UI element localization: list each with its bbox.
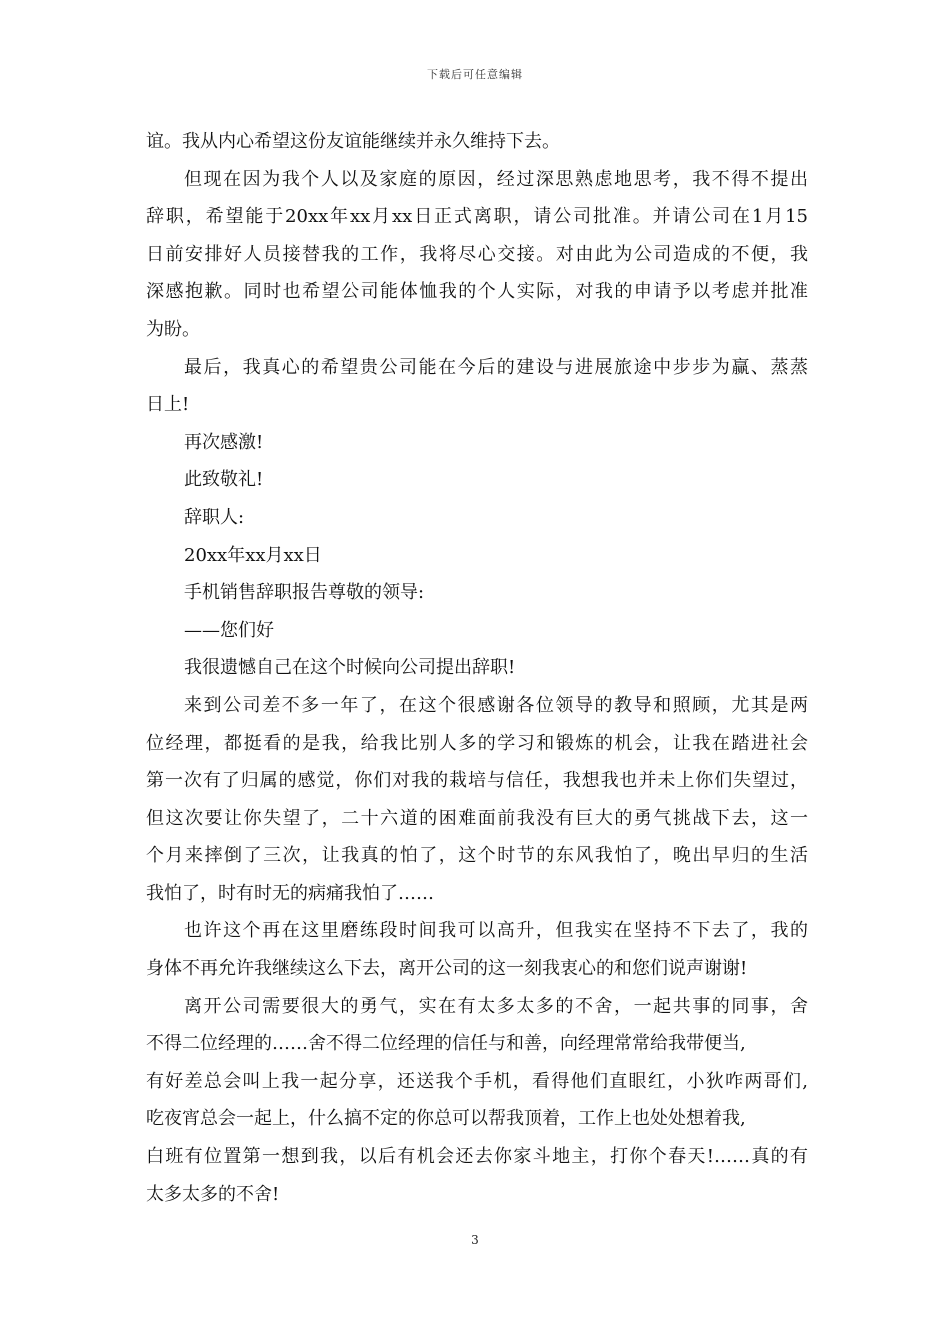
text-line: 离开公司需要很大的勇气，实在有太多太多的不舍，一起共事的同事，舍 [184,995,808,1017]
text-line: 我怕了，时有时无的病痛我怕了…… [146,882,434,904]
text-line: 辞职，希望能于20xx年xx月xx日正式离职，请公司批准。并请公司在1月15 [146,206,808,228]
text-line: 谊。我从内心希望这份友谊能继续并永久维持下去。 [146,131,560,152]
text-line: 20xx年xx月xx日 [184,544,322,566]
text-line: 我很遗憾自己在这个时候向公司提出辞职! [184,657,516,679]
document-body [146,123,808,1213]
text-line: 来到公司差不多一年了，在这个很感谢各位领导的教导和照顾，尤其是两 [184,694,808,716]
text-line: 太多太多的不舍! [146,1183,280,1205]
text-line: 日上! [146,394,190,416]
text-line: ——您们好 [184,619,274,641]
text-line: 再次感激! [184,431,264,453]
text-line: 手机销售辞职报告尊敬的领导: [184,582,425,604]
page-number: 3 [471,1233,479,1247]
text-line: 但这次要让你失望了，二十六道的困难面前我没有巨大的勇气挑战下去，这一 [146,807,808,829]
text-line: 深感抱歉。同时也希望公司能体恤我的个人实际，对我的申请予以考虑并批准 [146,281,808,303]
text-line: 辞职人: [184,506,245,528]
page-header: 下载后可任意编辑 [427,68,523,81]
text-line: 吃夜宵总会一起上，什么搞不定的你总可以帮我顶着，工作上也处处想着我, [146,1108,746,1130]
text-line: 最后，我真心的希望贵公司能在今后的建设与进展旅途中步步为赢、蒸蒸 [184,356,808,378]
text-line: 有好差总会叫上我一起分享，还送我个手机，看得他们直眼红，小狄咋两哥们, [146,1070,808,1092]
text-line: 位经理，都挺看的是我，给我比别人多的学习和锻炼的机会，让我在踏进社会 [146,732,808,754]
text-line: 个月来摔倒了三次，让我真的怕了，这个时节的东风我怕了，晚出早归的生活 [146,845,808,867]
text-line: 为盼。 [146,318,200,340]
text-line: 也许这个再在这里磨练段时间我可以高升，但我实在坚持不下去了，我的 [184,920,808,942]
text-line: 日前安排好人员接替我的工作，我将尽心交接。对由此为公司造成的不便，我 [146,243,808,265]
text-line: 第一次有了归属的感觉，你们对我的栽培与信任，我想我也并未上你们失望过， [146,770,808,792]
text-line: 身体不再允许我继续这么下去，离开公司的这一刻我衷心的和您们说声谢谢! [146,958,748,980]
text-line: 此致敬礼! [184,469,264,491]
text-line: 白班有位置第一想到我，以后有机会还去你家斗地主，打你个春天!……真的有 [146,1146,808,1168]
text-line: 但现在因为我个人以及家庭的原因，经过深思熟虑地思考，我不得不提出 [184,168,808,190]
text-line: 不得二位经理的……舍不得二位经理的信任与和善，向经理常常给我带便当, [146,1033,746,1055]
